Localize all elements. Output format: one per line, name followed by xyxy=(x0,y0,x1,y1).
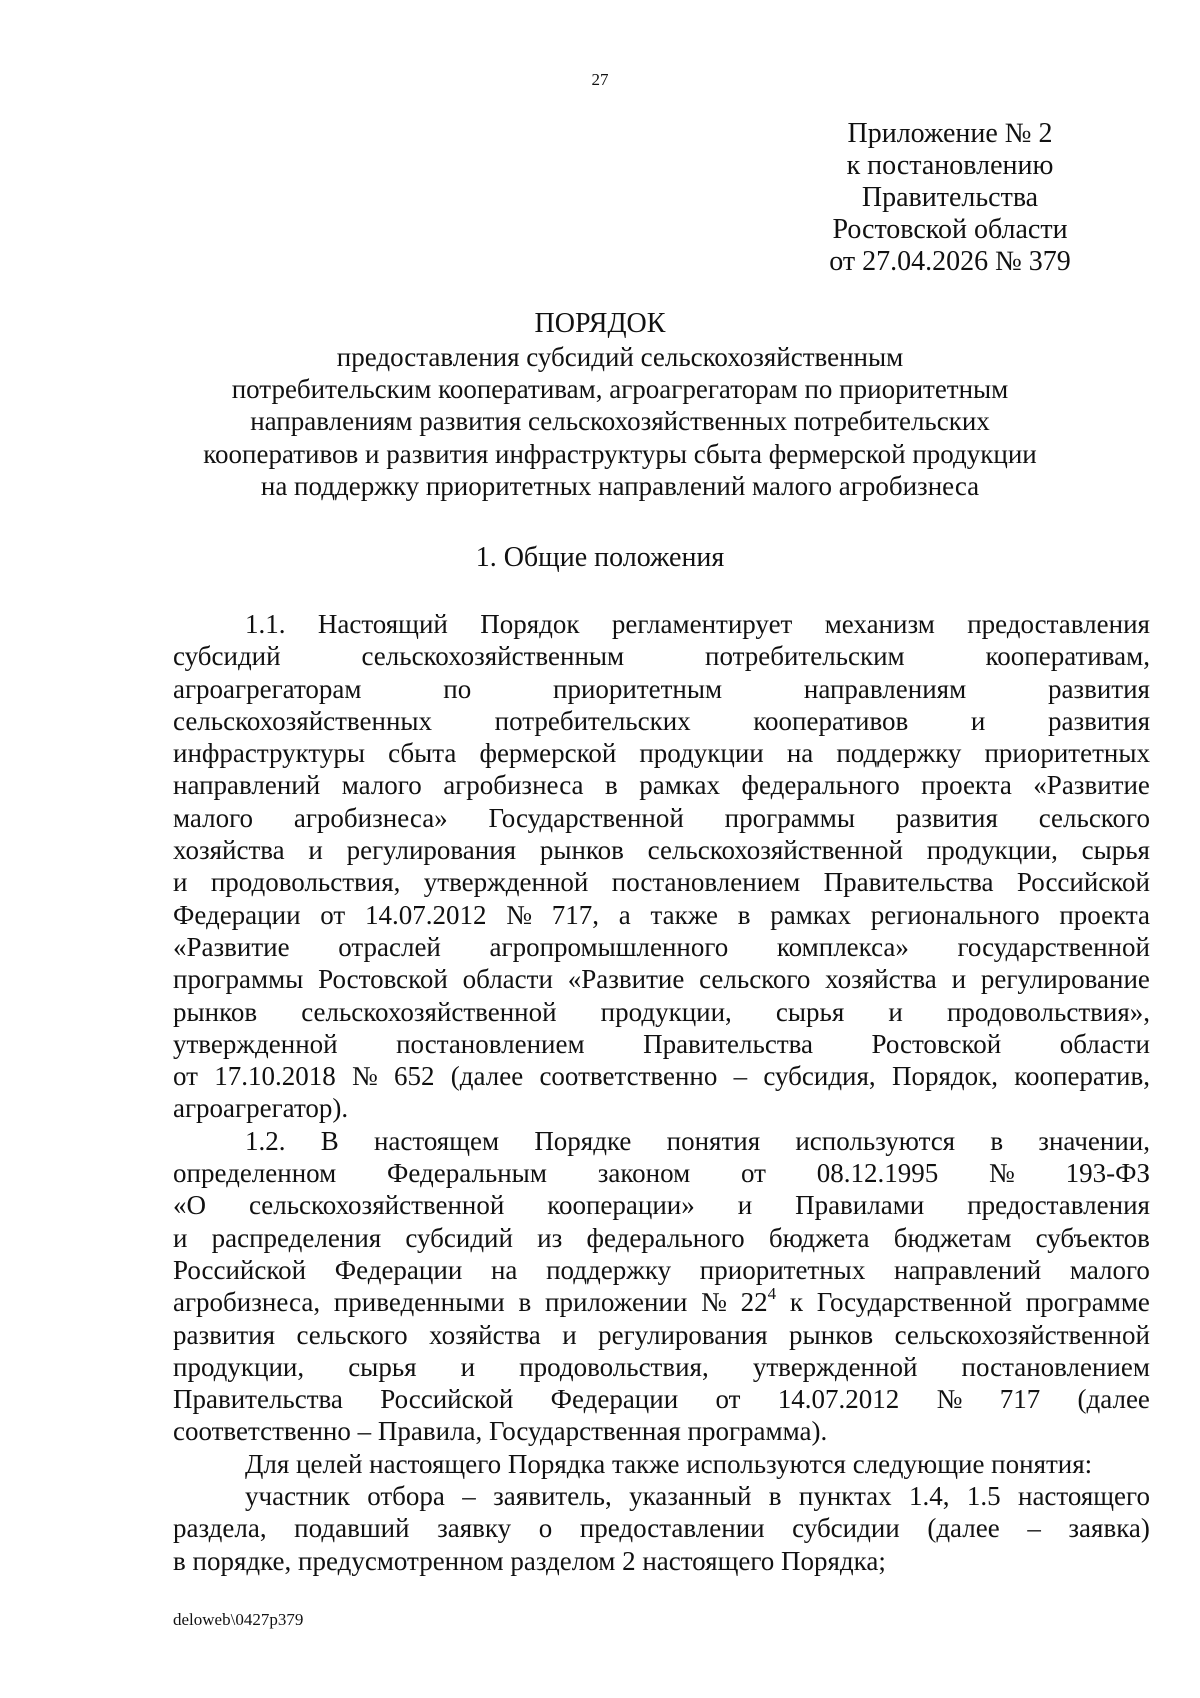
annex-line: от 27.04.2026 № 379 xyxy=(829,246,1071,277)
paragraph-line: 1.2. В настоящем Порядке понятия используются в значении, xyxy=(245,1125,1150,1156)
paragraph-line: хозяйства и регулирования рынков сельскохозяйственной продукции, сырья xyxy=(173,835,1150,866)
annex-line: Приложение № 2 xyxy=(847,118,1053,149)
subtitle-line: потребительским кооперативам, агроагрегаторам по приоритетным xyxy=(231,374,1009,405)
subtitle-line: направлениям развития сельскохозяйственных потребительских xyxy=(250,406,990,437)
document-title: ПОРЯДОК xyxy=(534,308,666,339)
paragraph-line: 1.1. Настоящий Порядок регламентирует механизм предоставления xyxy=(245,609,1150,639)
paragraph-line: программы Ростовской области «Развитие сельского хозяйства и регулирование xyxy=(173,964,1150,995)
paragraph-line: агробизнеса, приведенными в приложении № $22^4$ к Государственной программе xyxy=(173,1284,1150,1318)
paragraph-line: продукции, сырья и продовольствия, утвержденной постановлением xyxy=(173,1351,1150,1382)
paragraph-line: «О сельскохозяйственной кооперации» и Правилами предоставления xyxy=(173,1190,1150,1221)
paragraph-line: рынков сельскохозяйственной продукции, сырья и продовольствия», xyxy=(173,996,1150,1027)
footnote-superscript: 4 xyxy=(767,1284,777,1304)
annex-line: Правительства xyxy=(861,182,1039,213)
page-number: 27 xyxy=(591,70,609,89)
paragraph-1-1 xyxy=(173,608,1150,1125)
paragraph-line: направлений малого агробизнеса в рамках федерального проекта «Развитие xyxy=(173,770,1150,801)
paragraph-1-2 xyxy=(173,1125,1150,1448)
paragraph-line: агроагрегатор). xyxy=(173,1093,349,1124)
paragraph-definitions-intro: Для целей настоящего Порядка также используются следующие понятия: xyxy=(245,1448,1093,1479)
paragraph-line: субсидий сельскохозяйственным потребительским кооперативам, xyxy=(173,641,1150,672)
document-subtitle xyxy=(150,341,1090,502)
paragraph-line: раздела, подавший заявку о предоставлении субсидии (далее – заявка) xyxy=(173,1513,1150,1544)
paragraph-line: сельскохозяйственных потребительских кооперативов и развития xyxy=(173,705,1150,736)
paragraph-line: Российской Федерации на поддержку приоритетных направлений малого xyxy=(173,1254,1150,1285)
paragraph-line: определенном Федеральным законом от 08.12.1995 № 193-ФЗ xyxy=(173,1158,1150,1189)
paragraph-line: агроагрегаторам по приоритетным направлениям развития xyxy=(173,673,1150,704)
subtitle-line: на поддержку приоритетных направлений малого агробизнеса xyxy=(260,470,980,501)
subtitle-line: кооперативов и развития инфраструктуры сбыта фермерской продукции xyxy=(203,438,1037,469)
subtitle-line: предоставления субсидий сельскохозяйственным xyxy=(336,342,904,372)
paragraph-line: «Развитие отраслей агропромышленного комплекса» государственной xyxy=(173,931,1150,962)
footer-file-reference: deloweb\0427p379 xyxy=(173,1610,304,1629)
paragraph-line: утвержденной постановлением Правительства Ростовской области xyxy=(173,1028,1150,1059)
paragraph-line: и продовольствия, утвержденной постановлением Правительства Российской xyxy=(173,867,1150,898)
paragraph-line: инфраструктуры сбыта фермерской продукции на поддержку приоритетных xyxy=(173,738,1150,769)
paragraph-line: участник отбора – заявитель, указанный в пунктах 1.4, 1.5 настоящего xyxy=(245,1481,1150,1512)
paragraph-line: в порядке, предусмотренном разделом 2 настоящего Порядка; xyxy=(173,1545,886,1576)
paragraph-line: развития сельского хозяйства и регулирования рынков сельскохозяйственной xyxy=(173,1319,1150,1350)
paragraph-participant-definition xyxy=(173,1480,1150,1577)
paragraph-line: Федерации от 14.07.2012 № 717, а также в рамках регионального проекта xyxy=(173,899,1150,930)
annex-line: к постановлению xyxy=(846,150,1054,181)
paragraph-line: от 17.10.2018 № 652 (далее соответственно – субсидия, Порядок, кооператив, xyxy=(173,1061,1150,1092)
annex-block xyxy=(800,118,1100,278)
document-body xyxy=(173,608,1150,1577)
paragraph-line: соответственно – Правила, Государственная программа). xyxy=(173,1416,828,1447)
paragraph-line: Правительства Российской Федерации от 14.07.2012 № 717 (далее xyxy=(173,1384,1150,1415)
section-heading: 1. Общие положения xyxy=(475,542,725,573)
paragraph-line: и распределения субсидий из федерального бюджета бюджетам субъектов xyxy=(173,1222,1150,1253)
paragraph-line: малого агробизнеса» Государственной программы развития сельского xyxy=(173,802,1150,833)
annex-line: Ростовской области xyxy=(832,214,1068,245)
